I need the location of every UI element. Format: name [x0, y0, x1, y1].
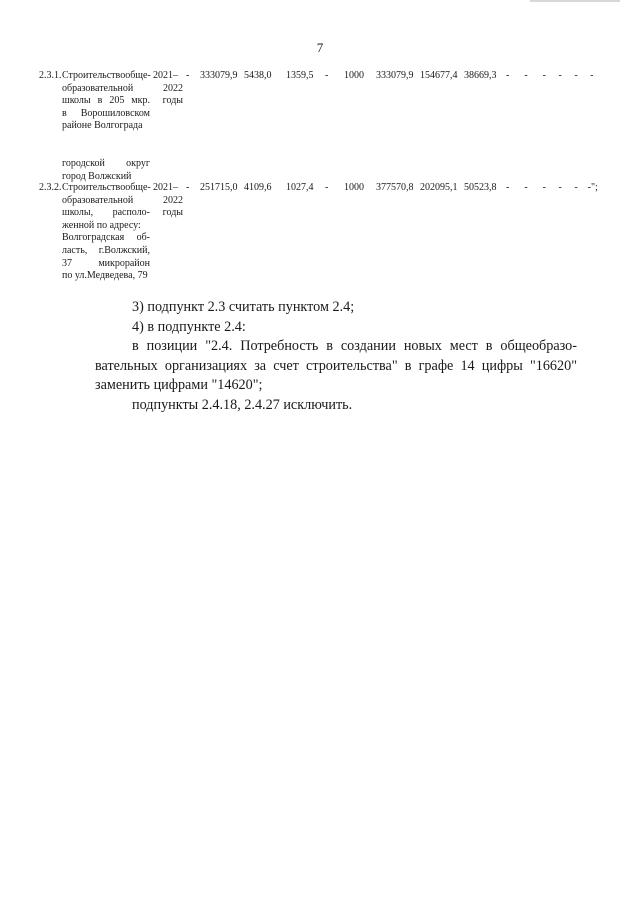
years-line: годы	[162, 207, 183, 219]
name-line	[62, 245, 150, 258]
name-word: мкр.	[131, 95, 150, 107]
name-word: в	[62, 107, 67, 119]
name-line	[62, 108, 150, 121]
row-number: 2.3.1.	[39, 70, 62, 81]
name-line	[62, 207, 150, 220]
name-word: городской	[62, 158, 105, 170]
name-line: районе Волгограда	[62, 120, 143, 132]
name-word: ласть,	[62, 244, 88, 256]
years-line: 2022	[163, 82, 183, 94]
name-word: обще-	[125, 70, 151, 81]
name-line	[62, 158, 150, 171]
name-word: г.Волжский,	[98, 244, 150, 256]
name-line: по ул.Медведева, 79	[62, 270, 148, 282]
line-gap	[62, 146, 150, 159]
name-word: в	[97, 95, 103, 107]
row-number: 2.3.2.	[39, 182, 62, 193]
name-line	[62, 232, 150, 245]
value-cell: 1027,4	[286, 182, 314, 193]
page-number: 7	[316, 40, 324, 55]
name-word: обще-	[125, 182, 151, 193]
value-cell: -	[186, 70, 190, 81]
value-cell: -	[325, 182, 329, 193]
value-cell: 5438,0	[244, 70, 272, 81]
name-word: располо-	[112, 207, 150, 219]
value-cell: 50523,8	[464, 182, 497, 193]
amendment-text	[95, 298, 577, 416]
value-cell: 333079,9	[376, 70, 414, 81]
value-cell: 202095,1	[420, 182, 458, 193]
paragraph: 3) подпункт 2.3 считать пунктом 2.4;	[132, 299, 355, 315]
paragraph: вательных организациях за счет строительства" в графе 14 цифры "16620"	[95, 357, 577, 374]
name-line: образовательной	[62, 194, 134, 206]
name-word: школы	[62, 95, 91, 107]
empty-columns: - - - - - -	[506, 70, 594, 81]
object-name	[62, 70, 150, 183]
value-cell: 333079,9	[200, 70, 238, 81]
name-line	[62, 95, 150, 108]
paragraph: заменить цифрами "14620";	[95, 377, 263, 394]
scan-edge-mark	[530, 0, 620, 2]
years-line: 2021–	[153, 70, 178, 81]
name-word: Ворошиловском	[80, 107, 150, 119]
name-word: об-	[136, 232, 150, 244]
paragraph: 4) в подпункте 2.4:	[132, 318, 246, 335]
name-line: образовательной	[62, 82, 134, 94]
years-line: годы	[162, 95, 183, 107]
value-cell: 377570,8	[376, 182, 414, 193]
name-line: женной по адресу:	[62, 219, 141, 231]
value-cell: 38669,3	[464, 70, 497, 81]
value-cell: 251715,0	[200, 182, 238, 193]
years-line: 2022	[163, 194, 183, 206]
name-word: 205	[109, 95, 125, 107]
name-line	[62, 70, 150, 83]
years-line: 2021–	[153, 182, 178, 193]
value-cell: 1000	[344, 182, 364, 193]
name-word: Строительство	[62, 182, 126, 193]
paragraph: в позиции "2.4. Потребность в создании новых мест в общеобразо-	[132, 338, 577, 355]
name-word: школы,	[62, 207, 94, 219]
line-gap	[62, 133, 150, 146]
value-cell: 1000	[344, 70, 364, 81]
name-word: округ	[126, 158, 150, 170]
years-cell	[153, 182, 183, 220]
value-cell: 1359,5	[286, 70, 314, 81]
name-word: 37	[62, 257, 72, 269]
name-word: Волгоградская	[62, 232, 125, 244]
value-cell: 4109,6	[244, 182, 272, 193]
value-cell: -	[186, 182, 190, 193]
name-line	[62, 182, 150, 195]
name-line	[62, 258, 150, 271]
name-line: город Волжский	[62, 170, 132, 182]
name-word: Строительство	[62, 70, 126, 81]
value-cell: -	[325, 70, 329, 81]
empty-columns: - - - - - -";	[506, 182, 598, 193]
years-cell	[153, 70, 183, 108]
paragraph: подпункты 2.4.18, 2.4.27 исключить.	[132, 396, 353, 413]
object-name	[62, 182, 150, 283]
name-word: микрорайон	[98, 257, 150, 269]
value-cell: 154677,4	[420, 70, 458, 81]
